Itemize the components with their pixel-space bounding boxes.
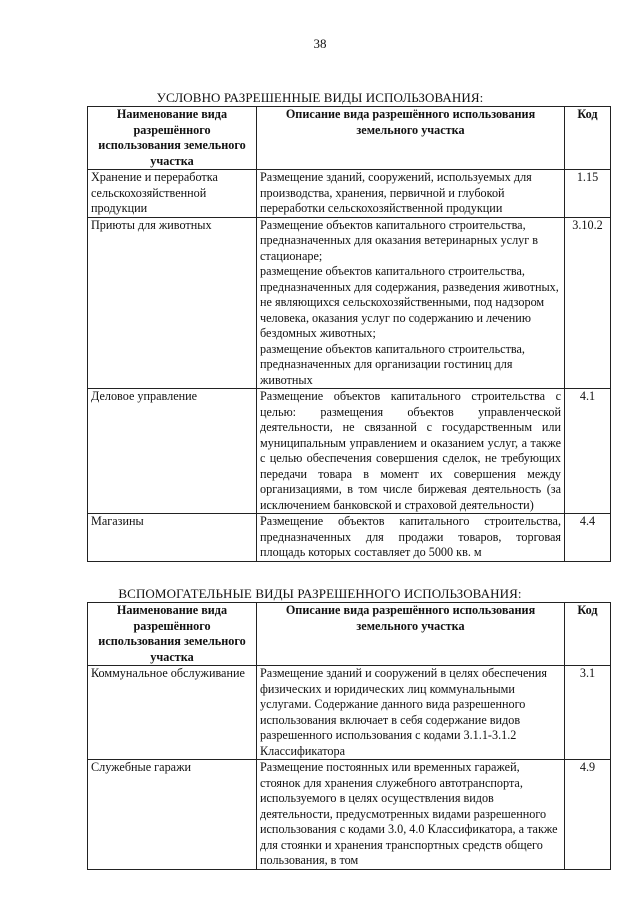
header-description: Описание вида разрешённого использования земельного участка <box>257 107 565 170</box>
row-code: 3.10.2 <box>565 217 611 389</box>
row-code: 3.1 <box>565 666 611 760</box>
section-title-auxiliary: ВСПОМОГАТЕЛЬНЫЕ ВИДЫ РАЗРЕШЕННОГО ИСПОЛЬЗОВАНИЯ: <box>118 586 522 601</box>
row-code: 4.4 <box>565 514 611 562</box>
row-code: 4.9 <box>565 760 611 870</box>
row-description: Размещение зданий и сооружений в целях обеспечения физических и юридических лиц коммунальными услугами. Содержание данного вида разрешенного использования включает в себя содержание видов разрешенного использования с кодами 3.1.1-3.1.2 Классификатора <box>257 666 565 760</box>
conditional-uses-table <box>87 106 611 562</box>
row-name: Служебные гаражи <box>88 760 257 870</box>
page-number: 38 <box>313 36 327 51</box>
row-description: Размещение объектов капитального строительства, предназначенных для продажи товаров, торговая площадь которых составляет до 5000 кв. м <box>257 514 565 562</box>
header-name: Наименование вида разрешённого использования земельного участка <box>88 107 257 170</box>
table-row <box>88 760 611 870</box>
row-description: Размещение зданий, сооружений, используемых для производства, хранения, первичной и глубокой переработки сельскохозяйственной продукции <box>257 170 565 218</box>
table-row <box>88 514 611 562</box>
header-code: Код <box>565 107 611 170</box>
row-name: Коммунальное обслуживание <box>88 666 257 760</box>
row-description: Размещение объектов капитального строительства, предназначенных для оказания ветеринарных услуг в стационаре; размещение объектов капитального строительства, предназначенных для содержания, разведения животных, не являющихся сельскохозяйственными, под надзором человека, оказания услуг по содержанию и лечению бездомных животных; размещение объектов капитального строительства, предназначенных для организации гостиниц для животных <box>257 217 565 389</box>
row-name: Приюты для животных <box>88 217 257 389</box>
row-description: Размещение объектов капитального строительства с целью: размещения объектов управленческой деятельности, не связанной с государственным или муниципальным управлением и оказанием услуг, а также с целью обеспечения совершения сделок, не требующих передачи товара в момент их совершения между организациями, в том числе биржевая деятельность (за исключением банковской и страховой деятельности) <box>257 389 565 514</box>
row-name: Магазины <box>88 514 257 562</box>
row-code: 1.15 <box>565 170 611 218</box>
table-header-row <box>88 603 611 666</box>
table-row <box>88 170 611 218</box>
table-header-row <box>88 107 611 170</box>
row-name: Деловое управление <box>88 389 257 514</box>
table-row <box>88 389 611 514</box>
section-title-conditional: УСЛОВНО РАЗРЕШЕННЫЕ ВИДЫ ИСПОЛЬЗОВАНИЯ: <box>156 90 484 105</box>
row-name: Хранение и переработка сельскохозяйственной продукции <box>88 170 257 218</box>
row-description: Размещение постоянных или временных гаражей, стоянок для хранения служебного автотранспорта, используемого в целях осуществления видов деятельности, предусмотренных видами разрешенного использования с кодами 3.0, 4.0 Классификатора, а также для стоянки и хранения транспортных средств общего пользования, в том <box>257 760 565 870</box>
auxiliary-uses-table <box>87 602 611 870</box>
header-description: Описание вида разрешённого использования земельного участка <box>257 603 565 666</box>
header-name: Наименование вида разрешённого использования земельного участка <box>88 603 257 666</box>
table-row <box>88 217 611 389</box>
row-code: 4.1 <box>565 389 611 514</box>
header-code: Код <box>565 603 611 666</box>
table-row <box>88 666 611 760</box>
